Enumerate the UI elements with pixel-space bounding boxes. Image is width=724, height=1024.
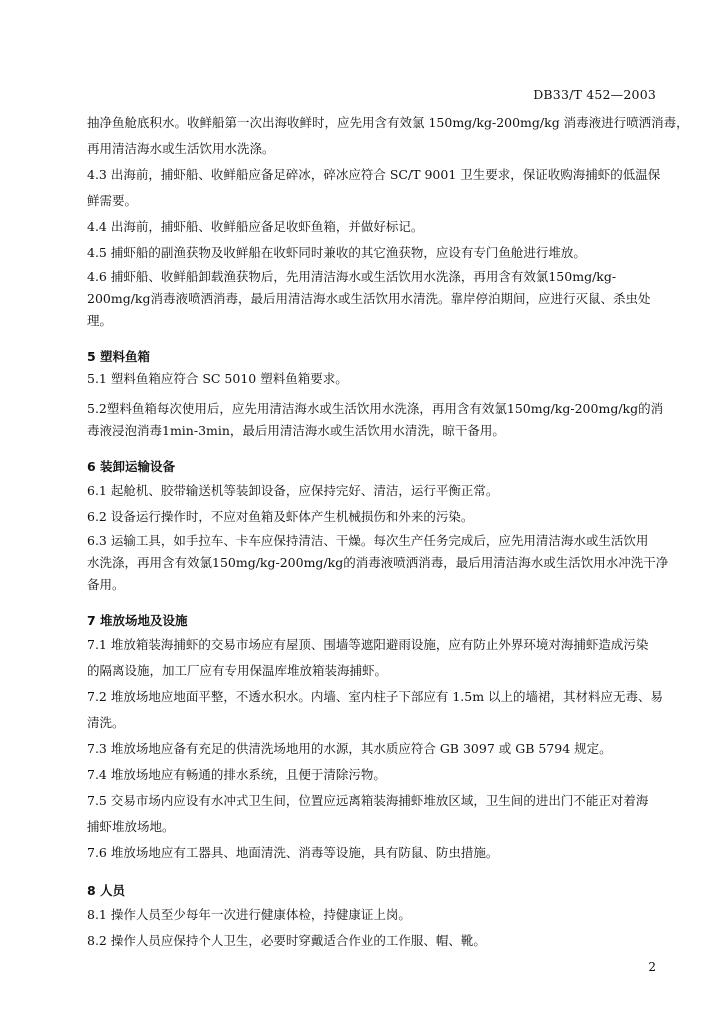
section-heading-6: 6 装卸运输设备 [87, 459, 176, 474]
document-body [87, 110, 689, 954]
paragraph-line: 清洗。 [87, 715, 125, 730]
paragraph-line: 抽净鱼舱底积水。收鲜船第一次出海收鲜时，应先用含有效氯 150mg/kg-200mg/kg 消毒液进行喷洒消毒， [87, 115, 689, 130]
paragraph-line: 7.2 堆放场地应地面平整，不透水积水。内墙、室内柱子下部应有 1.5m 以上的墙裙，其材料应无毒、易 [87, 689, 664, 704]
paragraph-line: 6.2 设备运行操作时，不应对鱼箱及虾体产生机械损伤和外来的污染。 [87, 509, 474, 524]
section-heading-7: 7 堆放场地及设施 [87, 613, 188, 628]
paragraph-line: 备用。 [87, 577, 125, 592]
paragraph-line: 再用清洁海水或生活饮用水洗涤。 [87, 141, 275, 156]
paragraph-line: 7.5 交易市场内应设有水冲式卫生间，位置应远离箱装海捕虾堆放区域，卫生间的进出门不能正对着海 [87, 793, 649, 808]
paragraph-line: 捕虾堆放场地。 [87, 819, 175, 834]
paragraph-line: 7.1 堆放箱装海捕虾的交易市场应有屋顶、围墙等遮阳避雨设施，应有防止外界环境对海捕虾造成污染 [87, 637, 649, 652]
paragraph-line: 7.6 堆放场地应有工器具、地面清洗、消毒等设施，具有防鼠、防虫措施。 [87, 845, 499, 860]
paragraph-line: 6.1 起舱机、胶带输送机等装卸设备，应保持完好、清洁，运行平衡正常。 [87, 483, 499, 498]
paragraph-line: 4.4 出海前，捕虾船、收鲜船应备足收虾鱼箱，并做好标记。 [87, 219, 424, 234]
paragraph-line: 5.2塑料鱼箱每次使用后，应先用清洁海水或生活饮用水洗涤，再用含有效氯150mg/kg-200mg/kg的消 [87, 401, 664, 416]
section-heading-5: 5 塑料鱼箱 [87, 349, 151, 364]
paragraph-line: 6.3 运输工具，如手拉车、卡车应保持清洁、干燥。每次生产任务完成后，应先用清洁海水或生活饮用 [87, 533, 649, 548]
paragraph-line: 4.6 捕虾船、收鲜船卸载渔获物后，先用清洁海水或生活饮用水洗涤，再用含有效氯150mg/kg- [87, 269, 617, 284]
paragraph-line: 水洗涤，再用含有效氯150mg/kg-200mg/kg的消毒液喷洒消毒，最后用清洁海水或生活饮用水冲洗干净 [87, 555, 669, 570]
paragraph-line: 5.1 塑料鱼箱应符合 SC 5010 塑料鱼箱要求。 [87, 371, 348, 386]
paragraph-line: 7.3 堆放场地应备有充足的供清洗场地用的水源，其水质应符合 GB 3097 或 GB 5794 规定。 [87, 741, 612, 756]
paragraph-line: 4.3 出海前，捕虾船、收鲜船应备足碎冰，碎冰应符合 SC/T 9001 卫生要求，保证收购海捕虾的低温保 [87, 167, 661, 182]
paragraph-line: 鲜需要。 [87, 193, 138, 208]
section-heading-8: 8 人员 [87, 883, 126, 898]
page-number: 2 [648, 960, 656, 974]
paragraph-line: 8.2 操作人员应保持个人卫生，必要时穿戴适合作业的工作服、帽、靴。 [87, 933, 486, 948]
paragraph-line: 毒液浸泡消毒1min-3min，最后用清洁海水或生活饮用水清洗，晾干备用。 [87, 423, 505, 438]
paragraph-line: 理。 [87, 313, 113, 328]
paragraph-line: 的隔离设施，加工厂应有专用保温库堆放箱装海捕虾。 [87, 663, 388, 678]
paragraph-line: 4.5 捕虾船的副渔获物及收鲜船在收虾同时兼收的其它渔获物，应设有专门鱼舱进行堆放。 [87, 245, 586, 260]
paragraph-line: 7.4 堆放场地应有畅通的排水系统，且便于清除污物。 [87, 767, 386, 782]
paragraph-line: 200mg/kg消毒液喷洒消毒，最后用清洁海水或生活饮用水清洗。靠岸停泊期间，应进行灭鼠、杀虫处 [87, 291, 651, 306]
standard-code: DB33/T 452—2003 [533, 87, 656, 102]
paragraph-line: 8.1 操作人员至少每年一次进行健康体检，持健康证上岗。 [87, 907, 411, 922]
